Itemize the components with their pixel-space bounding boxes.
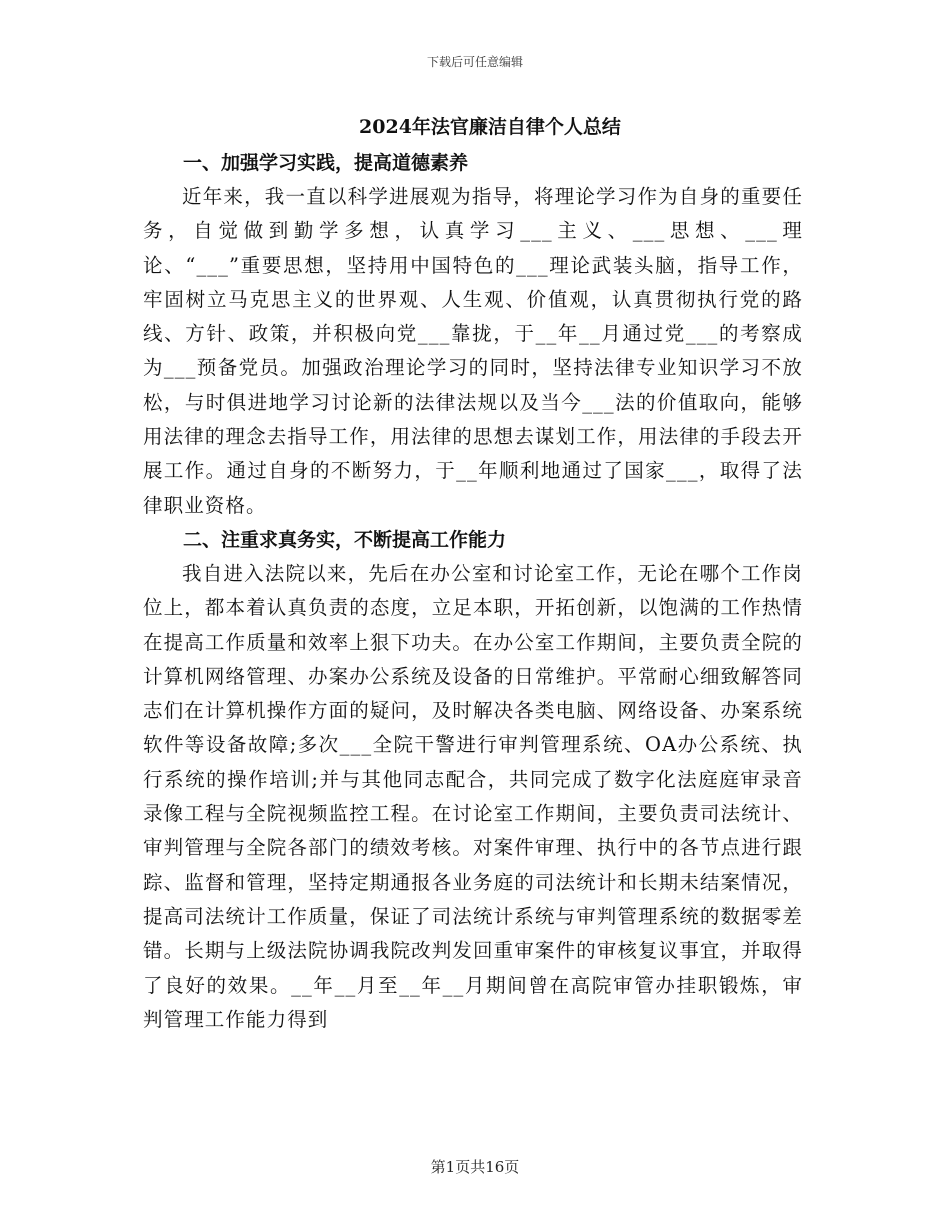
- document-title: 2024年法官廉洁自律个人总结: [359, 116, 621, 138]
- document-body: [143, 112, 803, 1037]
- page-number-footer: 第1页共16页: [430, 1158, 520, 1176]
- section-paragraph-2: 我自进入法院以来，先后在办公室和讨论室工作，无论在哪个工作岗位上，都本着认真负责的态度，立足本职，开拓创新，以饱满的工作热情在提高工作质量和效率上狠下功夫。在办公室工作期间，主要负责全院的计算机网络管理、办案办公系统及设备的日常维护。平常耐心细致解答同志们在计算机操作方面的疑问，及时解决各类电脑、网络设备、办案系统软件等设备故障;多次___全院干警进行审判管理系统、OA办公系统、执行系统的操作培训;并与其他同志配合，共同完成了数字化法庭庭审录音录像工程与全院视频监控工程。在讨论室工作期间，主要负责司法统计、审判管理与全院各部门的绩效考核。对案件审理、执行中的各节点进行跟踪、监督和管理，坚持定期通报各业务庭的司法统计和长期未结案情况，提高司法统计工作质量，保证了司法统计系统与审判管理系统的数据零差错。长期与上级法院协调我院改判发回重审案件的审核复议事宜，并取得了良好的效果。__年__月至__年__月期间曾在高院审管办挂职锻炼，审判管理工作能力得到: [143, 561, 803, 1031]
- section-heading-2: 二、注重求真务实，不断提高工作能力: [183, 528, 507, 551]
- section-heading-1: 一、加强学习实践，提高道德素养: [183, 152, 469, 174]
- section-paragraph-1: 近年来，我一直以科学进展观为指导，将理论学习作为自身的重要任务，自觉做到勤学多想，认真学习___主义、___思想、___理论、“___”重要思想，坚持用中国特色的___理论武装头脑，指导工作，牢固树立马克思主义的世界观、人生观、价值观，认真贯彻执行党的路线、方针、政策，并积极向党___靠拢，于__年__月通过党___的考察成为___预备党员。加强政治理论学习的同时，坚持法律专业知识学习不放松，与时俱进地学习讨论新的法律法规以及当今___法的价值取向，能够用法律的理念去指导工作，用法律的思想去谋划工作，用法律的手段去开展工作。通过自身的不断努力，于__年顺利地通过了国家___，取得了法律职业资格。: [143, 185, 803, 517]
- page-header-note: 下载后可任意编辑: [426, 55, 523, 69]
